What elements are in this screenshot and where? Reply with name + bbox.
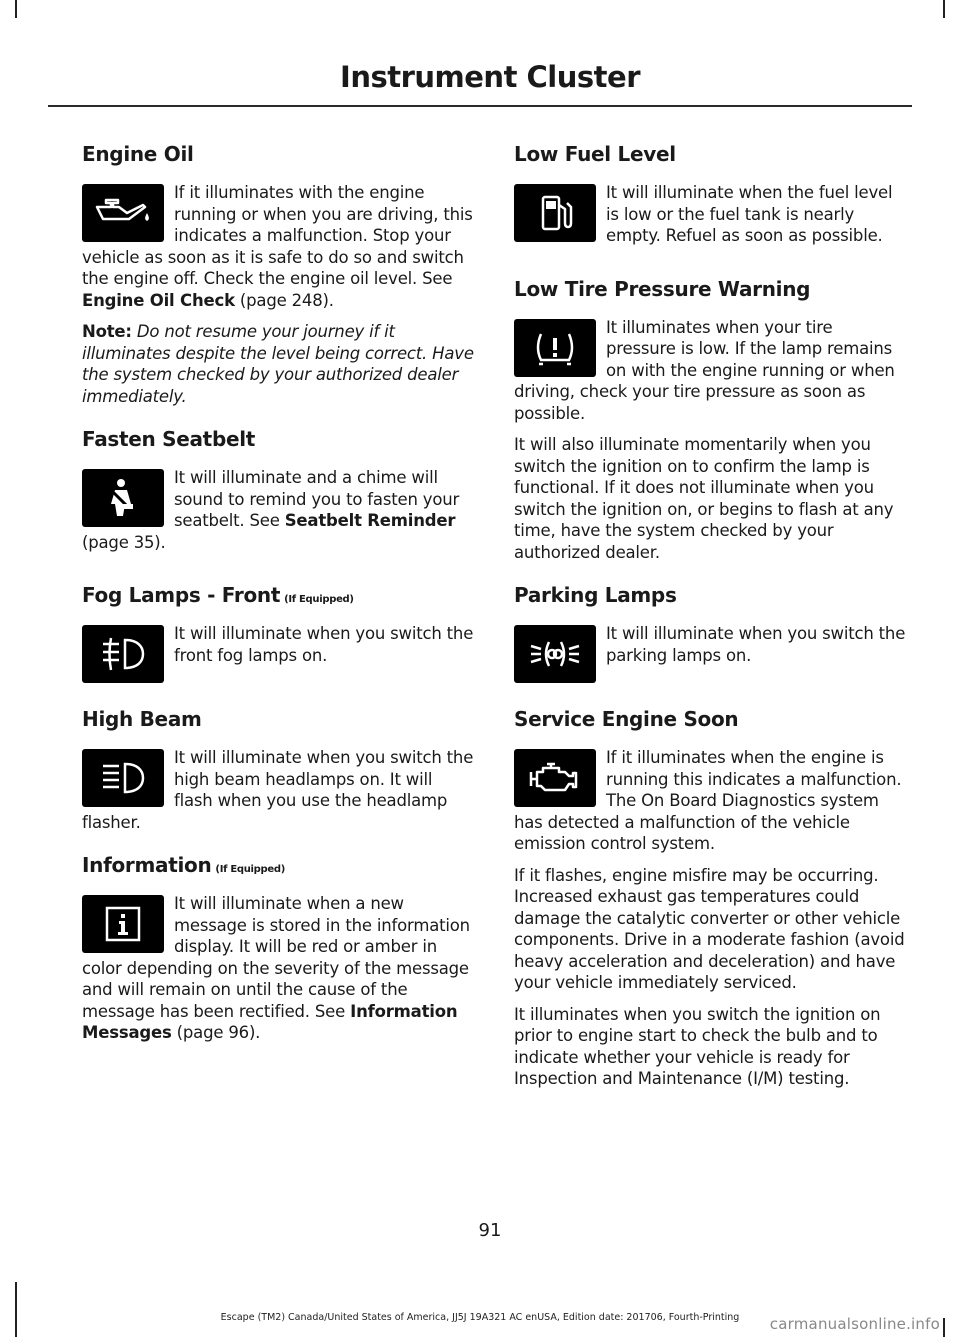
section-parking-lamps [514,581,906,687]
information-text: It will illuminate when a new message is stored in the information display. It will be red or amber in color depending on the severity of the message and will remain on until the cause of the message has been rectified. See [82,894,470,1021]
tire-text-2: It will also illuminate momentarily when you switch the ignition on to confirm the lamp is functional. If it does not illuminate when you switch the ignition on, or begins to flash at any time, have the system checked by your authorized dealer. [514,435,894,562]
section-information [82,851,474,1044]
fuel-text: It will illuminate when the fuel level is low or the fuel tank is nearly empty. Refuel as soon as possible. [606,183,893,245]
tire-text-1: It illuminates when your tire pressure is low. If the lamp remains on with the engine running or when driving, check your tire pressure as soon as possible. [514,317,895,423]
section-title: Engine Oil [82,142,194,166]
section-title: Information [82,853,212,877]
seatbelt-page: (page 35). [82,532,166,552]
section-title: Service Engine Soon [514,707,739,731]
page-title: Instrument Cluster [340,60,640,94]
header-rule [48,105,912,107]
footer-edition: Escape (TM2) Canada/United States of America, JJ5J 19A321 AC enUSA, Edition date: 201706, Fourth-Printing [220,1312,740,1323]
engine-oil-text: If it illuminates with the engine running or when you are driving, this indicates a malfunction. Stop your vehicle as soon as it is safe to do so and switch the engine off. Check the engine oil level. See [82,183,473,288]
section-engine-oil [82,140,474,407]
if-equipped-label: (If Equipped) [215,864,286,875]
section-title: Low Fuel Level [514,142,676,166]
fog-text: It will illuminate when you switch the front fog lamps on. [174,624,474,665]
service-text-3: It illuminates when you switch the ignition on prior to engine start to check the bulb and to indicate whether your vehicle is ready for Inspection and Maintenance (I/M) testing. [514,1004,881,1088]
section-service-engine [514,705,906,1090]
engine-oil-page: (page 248). [234,290,334,310]
section-high-beam [82,705,474,833]
crop-mark-top-left [15,0,17,18]
engine-oil-check-link[interactable]: Engine Oil Check [82,290,235,310]
page-number: 91 [478,1220,502,1241]
front-fog-lamp-icon [82,625,164,683]
oil-can-icon [82,184,164,242]
right-column [514,140,906,1108]
tire-pressure-icon [514,319,596,377]
high-beam-icon [82,749,164,807]
section-title: Parking Lamps [514,583,677,607]
section-title: High Beam [82,707,202,731]
information-icon [82,895,164,953]
section-title: Fog Lamps - Front [82,583,281,607]
seatbelt-reminder-link[interactable]: Seatbelt Reminder [284,511,456,530]
high-beam-text: It will illuminate when you switch the high beam headlamps on. It will flash when you use the headlamp flasher. [82,748,474,832]
seatbelt-icon [82,469,164,527]
service-text-1: If it illuminates when the engine is running this indicates a malfunction. The On Board Diagnostics system has detected a malfunction of the vehicle emission control system. [514,748,902,853]
parking-lamps-icon [514,625,596,683]
parking-text: It will illuminate when you switch the parking lamps on. [606,624,906,665]
section-fasten-seatbelt [82,425,474,563]
note-label: Note: [82,322,132,341]
left-column [82,140,474,1062]
watermark: carmanualsonline.info [769,1315,940,1333]
note-text: Do not resume your journey if it illuminates despite the level being correct. Have the system checked by your authorized dealer immediately. [82,322,474,406]
section-low-fuel [514,140,906,257]
if-equipped-label: (If Equipped) [284,594,354,605]
crop-mark-bottom-left [15,1282,17,1337]
information-page: (page 96). [171,1023,261,1042]
crop-mark-top-right [943,0,945,18]
section-tire-pressure [514,275,906,564]
service-text-2: If it flashes, engine misfire may be occurring. Increased exhaust gas temperatures could damage the catalytic converter or other vehicle components. Drive in a moderate fashion (avoid heavy acceleration and deceleration) and have your vehicle immediately serviced. [514,865,905,992]
section-title: Fasten Seatbelt [82,427,256,451]
section-title: Low Tire Pressure Warning [514,276,811,301]
check-engine-icon [514,749,596,807]
section-fog-lamps [82,581,474,687]
seatbelt-text: It will illuminate and a chime will sound to remind you to fasten your seatbelt. See [174,468,460,530]
fuel-pump-icon [514,184,596,242]
information-messages-link[interactable]: Information Messages [82,1001,458,1042]
